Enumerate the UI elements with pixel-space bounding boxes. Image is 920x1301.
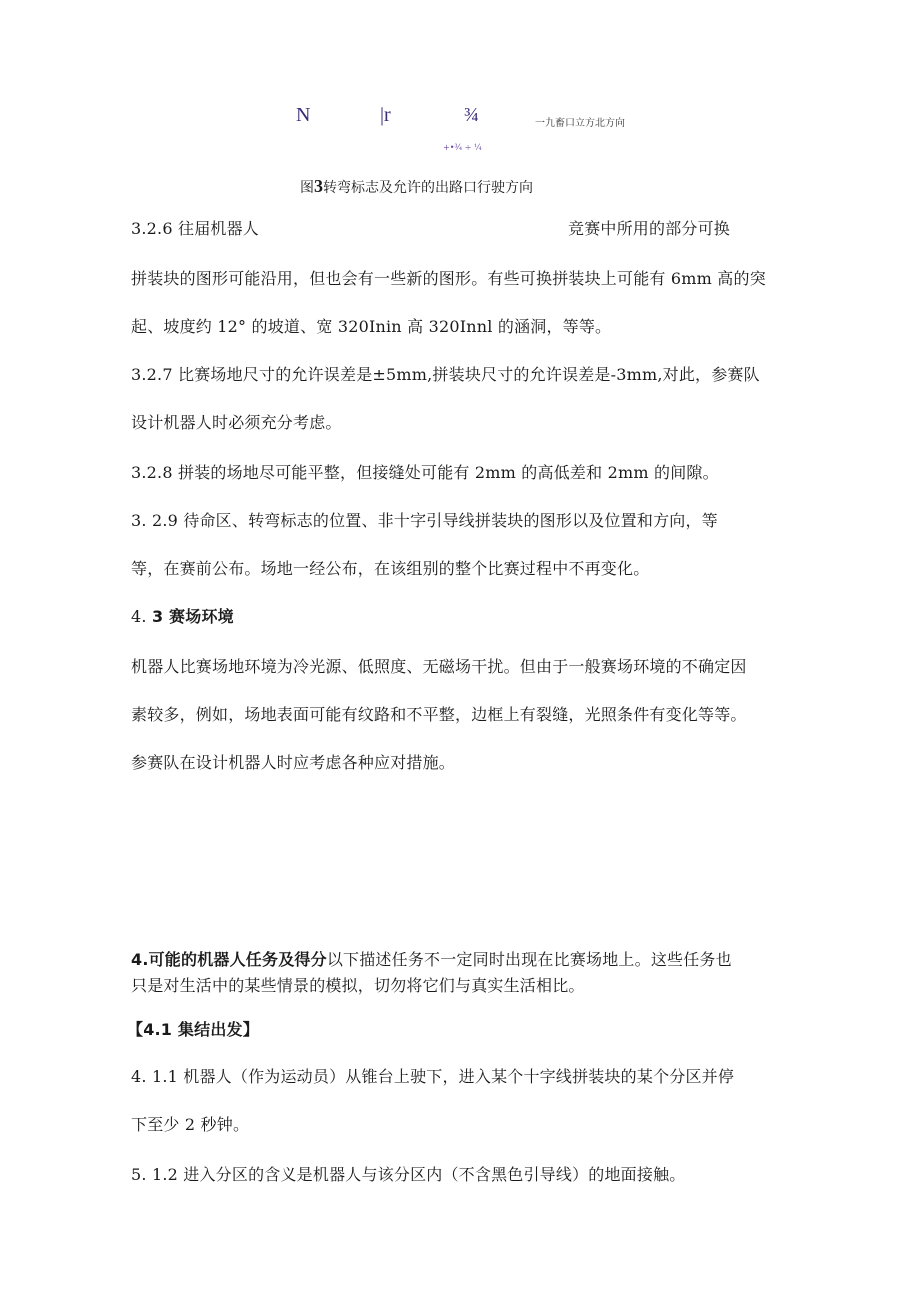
paragraph-3-2-6-line2: 拼装块的图形可能沿用，但也会有一些新的图形。有些可换拼装块上可能有 6mm 高的突 bbox=[131, 269, 766, 288]
caption-number: 3 bbox=[314, 176, 323, 196]
section-4-line1 bbox=[131, 947, 732, 970]
paragraph-3-2-6-start: 3.2.6 往届机器人 bbox=[131, 219, 259, 238]
environment-line1: 机器人比赛场地环境为冷光源、低照度、无磁场干扰。但由于一般赛场环境的不确定因 bbox=[131, 657, 747, 676]
section-4-line2: 只是对生活中的某些情景的模拟，切勿将它们与真实生活相比。 bbox=[131, 976, 585, 995]
environment-line3: 参赛队在设计机器人时应考虑各种应对措施。 bbox=[131, 753, 456, 772]
heading-4-3-number: 4. bbox=[131, 607, 152, 626]
paragraph-3-2-7-line2: 设计机器人时必须充分考虑。 bbox=[131, 413, 342, 432]
paragraph-3-2-9-line1: 3. 2.9 待命区、转弯标志的位置、非十字引导线拼装块的图形以及位置和方向，等 bbox=[131, 511, 718, 530]
paragraph-3-2-6-continued: 竞赛中所用的部分可换 bbox=[568, 219, 731, 238]
section-4-intro: 以下描述任务不一定同时出现在比赛场地上。这些任务也 bbox=[326, 950, 732, 969]
figure-symbol-n: N bbox=[296, 104, 311, 126]
heading-4-3-text: 3 赛场环境 bbox=[151, 607, 234, 626]
environment-line2: 素较多，例如，场地表面可能有纹路和不平整，边框上有裂缝，光照条件有变化等等。 bbox=[131, 705, 747, 724]
caption-prefix: 图 bbox=[300, 180, 314, 196]
figure-caption bbox=[300, 176, 533, 197]
figure-small-marks: +•¾ ÷ ¼ bbox=[443, 143, 482, 152]
heading-4-3 bbox=[131, 604, 234, 627]
figure-symbol-fraction: ¾ bbox=[464, 104, 479, 126]
paragraph-4-1-1-line1: 4. 1.1 机器人（作为运动员）从锥台上驶下，进入某个十字线拼装块的某个分区并停 bbox=[131, 1067, 735, 1086]
caption-text: 转弯标志及允许的出路口行驶方向 bbox=[323, 180, 533, 196]
figure-direction-note: 一九畜口立方北方向 bbox=[535, 118, 625, 129]
paragraph-5-1-2: 5. 1.2 进入分区的含义是机器人与该分区内（不含黑色引导线）的地面接触。 bbox=[131, 1165, 686, 1184]
figure-symbol-r: |r bbox=[380, 104, 391, 126]
heading-4-1: 【4.1 集结出发】 bbox=[127, 1020, 259, 1039]
paragraph-4-1-1-line2: 下至少 2 秒钟。 bbox=[131, 1115, 250, 1134]
paragraph-3-2-9-line2: 等，在赛前公布。场地一经公布，在该组别的整个比赛过程中不再变化。 bbox=[131, 559, 650, 578]
paragraph-3-2-7-line1: 3.2.7 比赛场地尺寸的允许误差是±5mm,拼装块尺寸的允许误差是-3mm,对此，参赛队 bbox=[131, 365, 760, 384]
paragraph-3-2-8: 3.2.8 拼装的场地尽可能平整，但接缝处可能有 2mm 的高低差和 2mm 的间隙。 bbox=[131, 463, 719, 482]
section-4-title: 4.可能的机器人任务及得分 bbox=[131, 950, 327, 969]
paragraph-3-2-6-line3: 起、坡度约 12° 的坡道、宽 320Inin 高 320Innl 的涵洞，等等。 bbox=[131, 317, 612, 336]
